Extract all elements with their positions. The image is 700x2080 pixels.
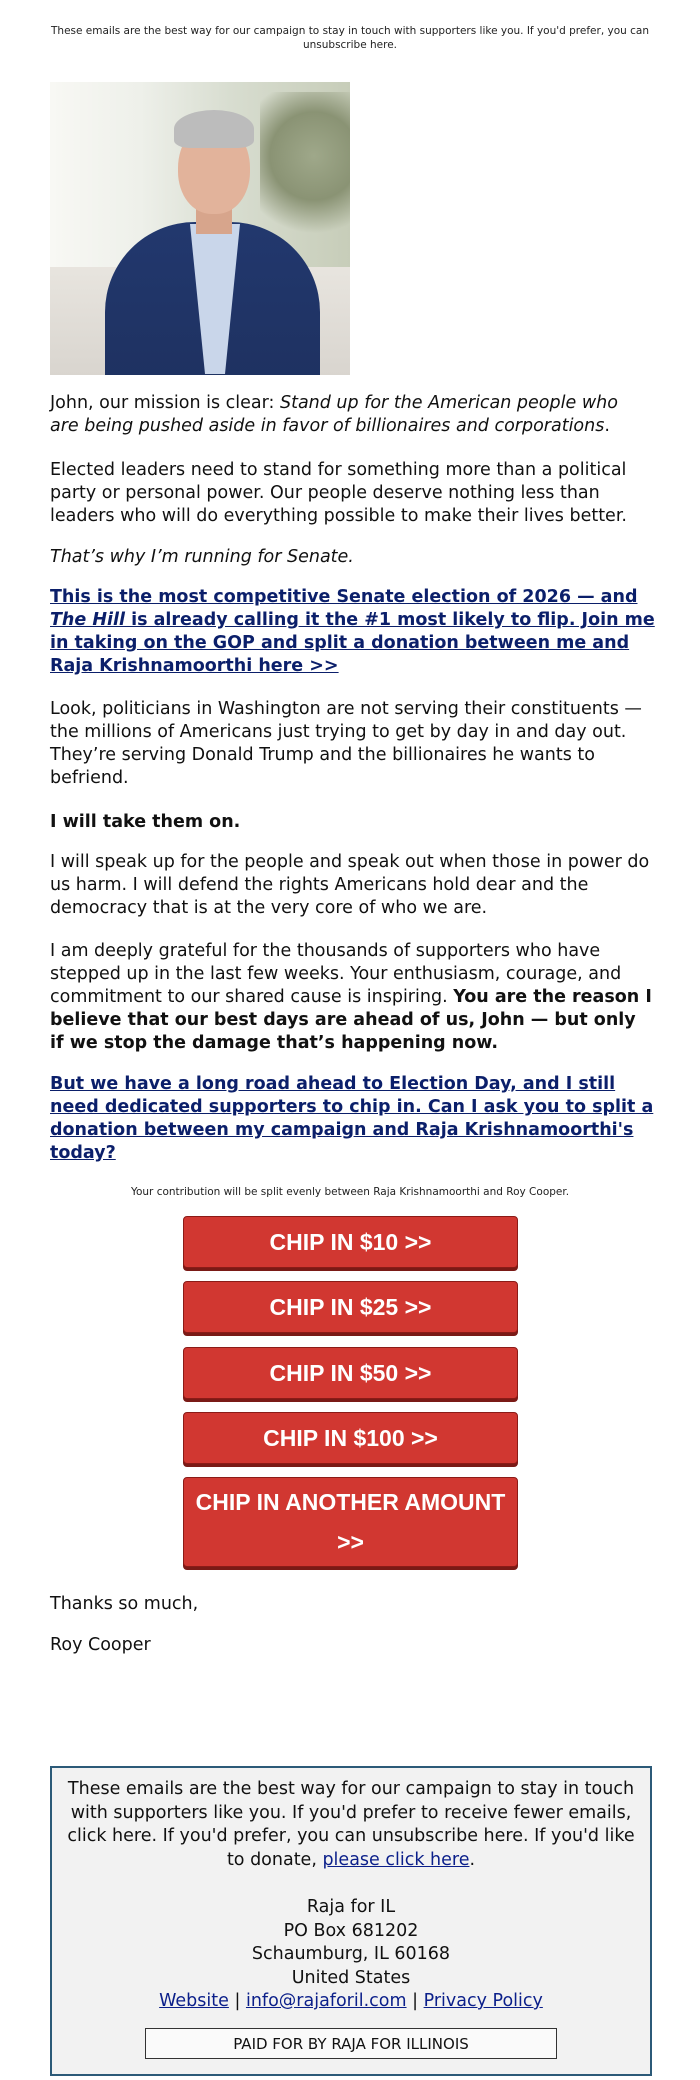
footer-message: These emails are the best way for our campaign to stay in touch with supporters like you. If you'd prefer to receive fewer emails, click here. If you'd prefer, you can unsubscribe here. If you'd like to donate, please click here. [67,1779,635,1870]
donate-footer-link[interactable]: please click here [322,1849,470,1870]
paragraph-take-on: I will take them on. [50,812,241,832]
email-link[interactable]: info@rajaforil.com [245,1991,407,2011]
privacy-link[interactable]: Privacy Policy [423,1991,543,2011]
split-note: Your contribution will be split evenly between Raja Krishnamoorthi and Roy Cooper. [130,1186,570,1198]
paragraph-grateful: I am deeply grateful for the thousands of supporters who have stepped up in the last few weeks. Your enthusiasm, courage, and commitment to our shared cause is inspiring. You are the reason I believe that our best days are ahead of us, John — but only if we stop the damage that’s happening now. [50,941,652,1053]
footer-address [64,1896,638,2014]
org-name: Raja for IL [306,1897,396,1917]
city-line: Schaumburg, IL 60168 [251,1944,451,1964]
closing-thanks: Thanks so much, [50,1594,199,1614]
donate-link-2[interactable]: But we have a long road ahead to Election Day, and I still need dedicated supporters to chip in. Can I ask you to split a donation between my campaign and Raja Krishnamoorthi's today? [50,1074,654,1163]
country: United States [291,1967,411,1988]
paragraph-politicians: Look, politicians in Washington are not serving their constituents — the millions of Americans just trying to get by day in and day out. They’re serving Donald Trump and the billionaires he wants to befriend. [50,699,642,788]
footer-links: Website | info@rajaforil.com | Privacy Policy [159,1991,543,2011]
chip-in-25-button[interactable]: CHIP IN $25 >> [183,1281,518,1333]
chip-in-50-button[interactable]: CHIP IN $50 >> [183,1347,518,1399]
paragraph-speak-up: I will speak up for the people and speak out when those in power do us harm. I will defend the rights Americans hold dear and the democracy that is at the very core of who we are. [50,852,650,918]
paragraph-leaders: Elected leaders need to stand for something more than a political party or personal power. Our people deserve nothing less than leaders who will do everything possible to make their lives better. [50,460,627,526]
po-box: PO Box 681202 [283,1920,419,1941]
paid-for-disclaimer: PAID FOR BY RAJA FOR ILLINOIS [145,2028,557,2059]
signature: Roy Cooper [50,1635,151,1655]
chip-in-100-button[interactable]: CHIP IN $100 >> [183,1412,518,1464]
donate-link-1[interactable]: This is the most competitive Senate election of 2026 — and The Hill is already calling it the #1 most likely to flip. Join me in taking on the GOP and split a donation between me and Raja Krishnamoorthi here >> [50,587,655,676]
paragraph-running: That’s why I’m running for Senate. [50,547,354,567]
paragraph-mission: John, our mission is clear: Stand up for the American people who are being pushed aside in favor of billionaires and corporations. [50,393,618,436]
chip-in-other-button[interactable]: CHIP IN ANOTHER AMOUNT >> [183,1477,518,1567]
candidate-photo [50,82,350,375]
footer-box [50,1766,652,2076]
preheader-text: These emails are the best way for our campaign to stay in touch with supporters like you. If you'd prefer, you can unsubscribe here. [51,25,649,51]
chip-in-10-button[interactable]: CHIP IN $10 >> [183,1216,518,1268]
website-link[interactable]: Website [159,1991,229,2011]
